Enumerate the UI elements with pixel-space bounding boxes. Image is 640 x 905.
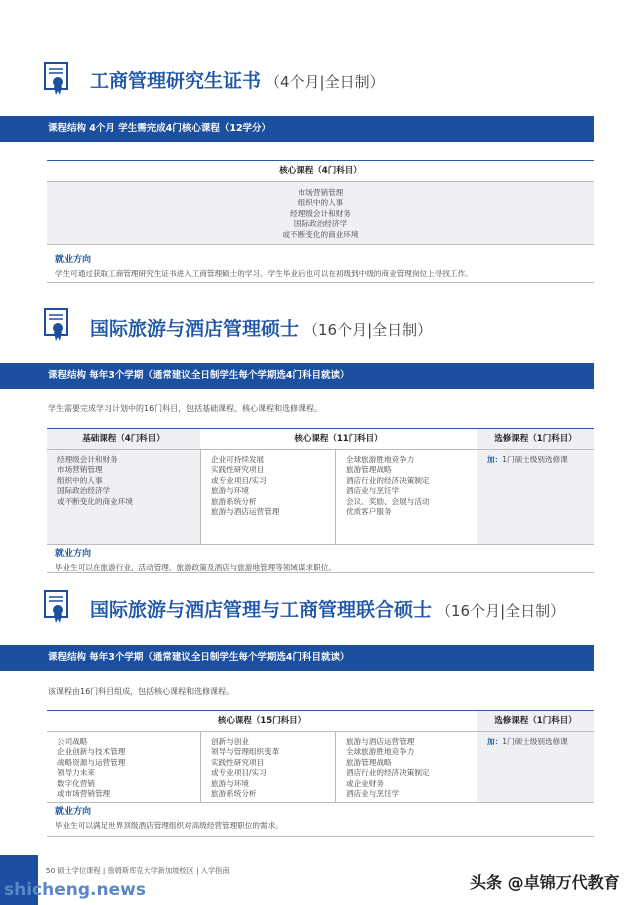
list-item: 或市场营销管理 [57,789,111,799]
list-item: 数字化营销 [57,778,95,788]
list-item: 旅游管理战略 [346,757,392,767]
core-header: 核心课程（11门科目） [294,434,383,444]
career-heading: 就业方向 [55,549,92,559]
page-footer: 50 硕士学位课程 | 詹姆斯库克大学新加坡校区 | 入学指南 [46,866,230,875]
course-table [47,428,594,545]
elective-item: 1门硕士级别选修课 [502,737,568,746]
list-item: 或不断变化的商业环境 [57,496,133,506]
list-item: 公司战略 [57,737,88,746]
intro-text: 学生需要完成学习计划中的16门科目，包括基础课程、核心课程和选修课程。 [48,404,323,413]
list-item: 酒店行业的经济决策制定 [346,475,430,485]
core-list-1 [47,732,200,802]
certificate-icon [44,308,70,342]
list-item: 旅游系统分析 [211,496,257,506]
certificate-icon [44,62,70,96]
list-item: 旅游管理战略 [346,465,392,475]
elective-item: 1门硕士级别选修课 [502,455,568,464]
course-structure-bar: 课程结构 4个月 学生需完成4门核心课程（12学分） [0,116,594,142]
career-heading: 就业方向 [55,807,92,817]
career-direction [47,250,594,283]
list-item: 酒店业与烹饪学 [346,486,400,496]
list-item: 旅游与酒店运营管理 [211,507,280,517]
core-header: 核心课程（15门科目） [217,716,307,726]
list-item: 企业创新与技术管理 [57,747,126,757]
list-item: 或专业项目/实习 [211,475,267,485]
list-item: 实践性研究项目 [211,757,265,767]
watermark-left: shicheng.news [4,880,146,900]
list-item: 全球旅游胜地竞争力 [346,747,415,757]
career-direction [47,802,594,837]
list-item: 组织中的人事 [57,475,103,485]
list-item: 优质客户服务 [346,507,392,517]
core-list-3 [335,732,477,802]
list-item: 国际政治经济学 [57,486,111,496]
career-text: 毕业生可以满足世界顶级酒店管理组织对高级经营管理职位的需求。 [55,821,283,830]
core-list-1 [200,450,335,544]
list-item: 旅游与酒店运营管理 [346,737,415,746]
core-course-list [47,182,594,244]
list-item: 酒店业与烹饪学 [346,789,400,799]
list-item: 国际政治经济学 [293,219,348,229]
list-item: 领导力未来 [57,768,95,778]
career-direction [47,544,594,573]
elective-list [477,450,594,544]
list-item: 旅游与环境 [211,778,249,788]
intro-text: 该课程由16门科目组成，包括核心课程和选修课程。 [48,687,235,696]
plus-label: 加： [487,455,503,464]
elective-list [477,732,594,802]
foundation-list [47,450,200,544]
list-item: 旅游与环境 [211,486,249,496]
elective-header: 选修课程（1门科目） [477,429,594,449]
list-item: 市场营销管理 [297,188,344,197]
course-structure-bar: 课程结构 每年3个学期（通常建议全日制学生每个学期选4门科目就读） [0,363,594,389]
career-text: 学生可通过获取工商管理研究生证书进入工商管理硕士的学习。学生毕业后也可以在初级到中级的商业管理岗位上寻找工作。 [55,269,473,278]
list-item: 企业可持续发展 [211,455,265,464]
list-item: 战略资源与运营管理 [57,757,126,767]
core-list-2 [335,450,477,544]
list-item: 会议、奖励、会展与活动 [346,496,430,506]
core-list-2 [200,732,335,802]
list-item: 经理级会计和财务 [290,208,351,218]
list-item: 实践性研究项目 [211,465,265,475]
list-item: 全球旅游胜地竞争力 [346,455,415,464]
list-item: 旅游系统分析 [211,789,257,799]
list-item: 经理级会计和财务 [57,455,118,464]
foundation-header: 基础课程（4门科目） [47,429,200,449]
watermark-right: 头条 @卓锦万代教育 [470,873,620,892]
core-course-header: 核心课程（4门科目） [279,166,362,176]
section-title: 工商管理研究生证书 （4个月|全日制） [90,70,385,92]
plus-label: 加： [487,737,503,746]
list-item: 或不断变化的商业环境 [282,229,359,239]
course-structure-bar: 课程结构 每年3个学期（通常建议全日制学生每个学期选4门科目就读） [0,645,594,671]
list-item: 组织中的人事 [297,198,344,208]
course-table [47,710,594,803]
section-title: 国际旅游与酒店管理与工商管理联合硕士 （16个月|全日制） [90,599,566,621]
certificate-icon [44,590,70,624]
list-item: 领导与管理组织变革 [211,747,280,757]
list-item: 或专业项目/实习 [211,768,267,778]
career-text: 毕业生可以在旅游行业、活动管理、旅游政策及酒店与旅游地管理等领域谋求职位。 [55,563,336,572]
core-course-table [47,160,594,245]
elective-header: 选修课程（1门科目） [477,711,594,731]
career-heading: 就业方向 [55,255,92,265]
list-item: 市场营销管理 [57,465,103,475]
list-item: 酒店行业的经济决策制定 [346,768,430,778]
list-item: 创新与创业 [211,737,249,746]
list-item: 或企业财务 [346,778,384,788]
section-title: 国际旅游与酒店管理硕士 （16个月|全日制） [90,318,433,340]
